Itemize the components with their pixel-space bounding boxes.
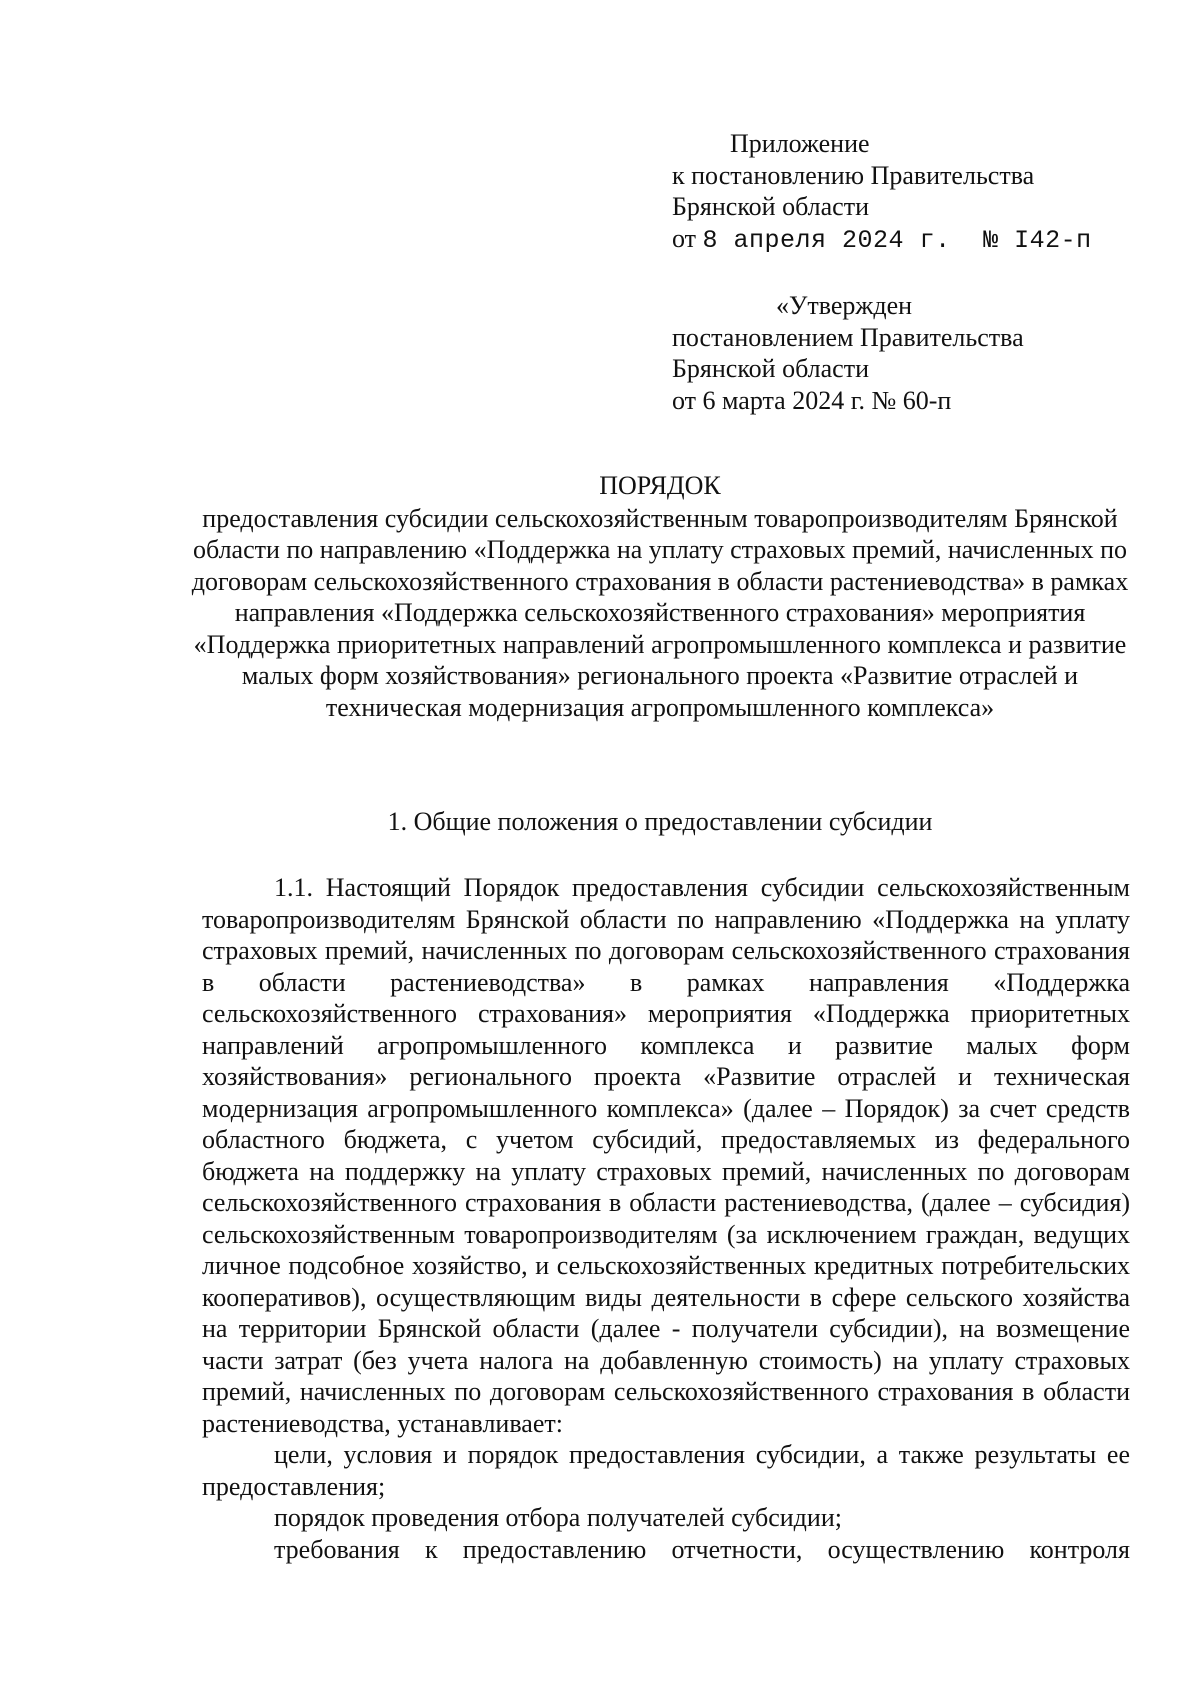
appendix-date-prefix: от	[672, 223, 697, 253]
approved-title: «Утвержден	[776, 291, 913, 320]
paragraph-1-1: 1.1. Настоящий Порядок предоставления субсидии сельскохозяйственным товаропроизводителям Брянской области по направлению «Поддержка на уплату страховых премий, начисленных по договорам сельскохозяйственного страхования в области растениеводства» в рамках направления «Поддержка сельскохозяйственного страхования» мероприятия «Поддержка приоритетных направлений агропромышленного комплекса и развитие малых форм хозяйствования» регионального проекта «Развитие отраслей и техническая модернизация агропромышленного комплекса» (далее – Порядок) за счет средств областного бюджета, с учетом субсидий, предоставляемых из федерального бюджета на поддержку на уплату страховых премий, начисленных по договорам сельскохозяйственного страхования в области растениеводства, (далее – субсидия) сельскохозяйственным товаропроизводителям (за исключением граждан, ведущих личное подсобное хозяйство, и сельскохозяйственных кредитных потребительских кооперативов), осуществляющим виды деятельности в сфере сельского хозяйства на территории Брянской области (далее - получатели субсидии), на возмещение части затрат (без учета налога на добавленную стоимость) на уплату страховых премий, начисленных по договорам сельскохозяйственного страхования в области растениеводства, устанавливает:	[202, 873, 1130, 1438]
appendix-title: Приложение	[730, 129, 870, 158]
approved-block	[672, 290, 1172, 416]
title-heading: ПОРЯДОК	[599, 471, 721, 500]
list-item-selection: порядок проведения отбора получателей субсидии;	[274, 1503, 842, 1532]
document-body	[202, 872, 1130, 1565]
appendix-block	[672, 128, 1172, 256]
approved-decree-line: постановлением Правительства	[672, 322, 1024, 352]
document-title	[190, 470, 1130, 723]
appendix-decree-line: к постановлению Правительства	[672, 160, 1035, 190]
appendix-region-line: Брянской области	[672, 192, 869, 221]
approved-date-line: от 6 марта 2024 г. № 60-п	[672, 385, 952, 415]
approved-region-line: Брянской области	[672, 354, 869, 383]
appendix-number: № I42-п	[983, 225, 1092, 255]
list-item-goals: цели, условия и порядок предоставления субсидии, а также результаты ее предоставления;	[202, 1440, 1130, 1501]
appendix-date: 8 апреля 2024 г.	[702, 225, 951, 255]
list-item-reporting: требования к предоставлению отчетности, осуществлению контроля	[274, 1534, 1130, 1564]
appendix-date-line	[672, 223, 1172, 257]
section-heading: 1. Общие положения о предоставлении субсидии	[387, 807, 933, 836]
title-text: предоставления субсидии сельскохозяйственным товаропроизводителям Брянской области по направлению «Поддержка на уплату страховых премий, начисленных по договорам сельскохозяйственного страхования в области растениеводства» в рамках направления «Поддержка сельскохозяйственного страхования» мероприятия «Поддержка приоритетных направлений агропромышленного комплекса и развитие малых форм хозяйствования» регионального проекта «Развитие отраслей и техническая модернизация агропромышленного комплекса»	[191, 503, 1129, 722]
